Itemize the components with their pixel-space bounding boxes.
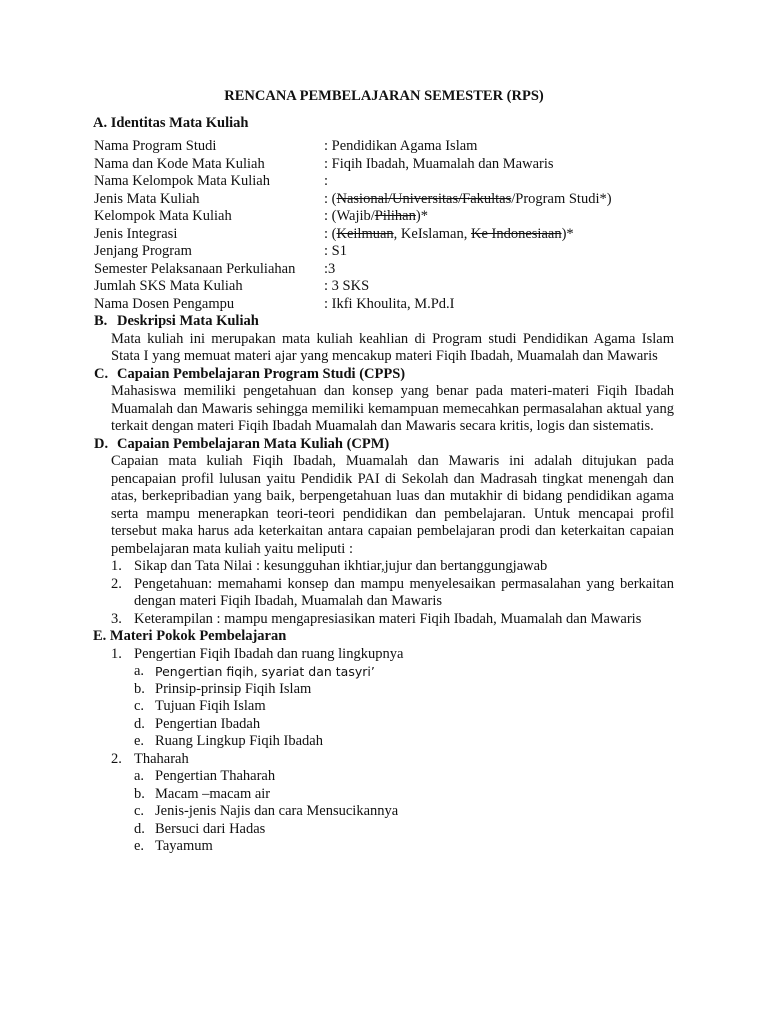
section-b-heading — [94, 313, 674, 331]
list-text: Pengetahuan: memahami konsep dan mampu menyelesaikan permasalahan yang berkaitan dengan materi Fiqih Ibadah, Muamalah dan Mawaris — [134, 575, 674, 609]
section-c-paragraph: Mahasiswa memiliki pengetahuan dan konsep yang benar pada materi-materi Fiqih Ibadah Muamalah dan Mawaris sehingga memiliki kemampuan memecahkan permasalahan aktual yang terkait dengan materi Fiqih Ibadah Muamalah dan Mawaris secara kritis, logis dan sistematis. — [111, 383, 674, 434]
subtopic-letter: d. — [134, 715, 145, 732]
subtopic-letter: a. — [134, 663, 145, 679]
identity-value — [324, 226, 674, 244]
value-prefix: : (Wajib/ — [324, 208, 375, 224]
cpm-list — [94, 558, 674, 628]
identity-value — [324, 191, 674, 209]
list-text: Sikap dan Tata Nilai : kesungguhan ikhtiar,jujur dan bertanggungjawab — [134, 558, 548, 574]
section-e-heading: E. Materi Pokok Pembelajaran — [93, 628, 287, 644]
value-suffix: )* — [415, 208, 428, 224]
value-suffix: /Program Studi*) — [511, 190, 612, 207]
value-prefix: : ( — [324, 190, 337, 207]
identity-value: : S1 — [324, 243, 347, 259]
topic-number: 1. — [111, 645, 122, 662]
subtopic-item — [134, 821, 674, 839]
subtopic-item — [134, 681, 674, 699]
section-letter: C. — [94, 365, 109, 382]
identity-value: : — [324, 173, 329, 189]
subtopic-text: Pengertian fiqih, syariat dan tasyri’ — [155, 664, 375, 679]
identity-value — [324, 208, 674, 226]
identity-row — [94, 138, 674, 156]
subtopic-letter: d. — [134, 820, 145, 837]
subtopic-text: Pengertian Thaharah — [155, 768, 276, 784]
subtopic-text: Macam –macam air — [155, 785, 271, 802]
subtopic-letter: c. — [134, 803, 145, 819]
document-title: RENCANA PEMBELAJARAN SEMESTER (RPS) — [224, 88, 544, 104]
identity-label: Nama Dosen Pengampu — [94, 295, 235, 312]
identity-table — [94, 138, 674, 313]
list-number: 1. — [111, 558, 122, 574]
identity-value: : Pendidikan Agama Islam — [324, 138, 478, 154]
subtopic-text: Ruang Lingkup Fiqih Ibadah — [155, 733, 323, 749]
list-number: 2. — [111, 575, 122, 592]
list-item — [111, 576, 674, 611]
section-title: Capaian Pembelajaran Program Studi (CPPS) — [117, 365, 406, 382]
section-letter: B. — [94, 313, 108, 329]
identity-row — [94, 261, 674, 279]
identity-value: : 3 SKS — [324, 278, 370, 294]
subtopic-item — [134, 803, 674, 821]
subtopic-item — [134, 663, 674, 681]
identity-label: Jenis Mata Kuliah — [94, 190, 200, 207]
subtopic-item — [134, 698, 674, 716]
value-prefix: : ( — [324, 225, 337, 242]
topic-title: Thaharah — [134, 750, 189, 767]
section-a-heading: A. Identitas Mata Kuliah — [93, 114, 249, 131]
subtopic-text: Jenis-jenis Najis dan cara Mensucikannya — [155, 803, 399, 819]
list-item — [111, 558, 674, 576]
list-item — [111, 611, 674, 629]
subtopic-item — [134, 733, 674, 751]
identity-row — [94, 208, 674, 226]
subtopic-text: Pengertian Ibadah — [155, 715, 261, 732]
subtopic-letter: e. — [134, 733, 145, 749]
struck-option: Ke Indonesiaan — [470, 225, 562, 242]
section-title: Capaian Pembelajaran Mata Kuliah (CPM) — [117, 435, 390, 452]
topic-item — [111, 751, 674, 769]
identity-label: Jumlah SKS Mata Kuliah — [94, 278, 243, 294]
identity-row — [94, 226, 674, 244]
identity-row — [94, 278, 674, 296]
subtopic-letter: c. — [134, 698, 145, 714]
identity-row — [94, 156, 674, 174]
section-b-paragraph: Mata kuliah ini merupakan mata kuliah keahlian di Program studi Pendidikan Agama Islam Stata I yang memuat materi ajar yang mencakup materi Fiqih Ibadah, Muamalah dan Mawaris — [111, 330, 674, 364]
identity-label: Nama Kelompok Mata Kuliah — [94, 173, 270, 189]
struck-option: Nasional/Universitas/Fakultas — [336, 190, 512, 207]
identity-row — [94, 191, 674, 209]
identity-label: Semester Pelaksanaan Perkuliahan — [94, 260, 296, 277]
subtopic-text: Prinsip-prinsip Fiqih Islam — [155, 680, 312, 697]
value-mid: , KeIslaman, — [393, 225, 471, 242]
subtopic-item — [134, 716, 674, 734]
subtopic-item — [134, 838, 674, 856]
identity-label: Nama dan Kode Mata Kuliah — [94, 155, 265, 172]
subtopic-text: Tayamum — [155, 838, 213, 854]
subtopic-text: Tujuan Fiqih Islam — [155, 698, 266, 714]
identity-value: :3 — [324, 260, 336, 277]
list-number: 3. — [111, 610, 122, 627]
identity-label: Kelompok Mata Kuliah — [94, 208, 232, 224]
subtopic-text: Bersuci dari Hadas — [155, 820, 266, 837]
document-page — [94, 88, 674, 856]
identity-row — [94, 243, 674, 261]
list-text: Keterampilan : mampu mengapresiasikan materi Fiqih Ibadah, Muamalah dan Mawaris — [134, 610, 642, 627]
struck-option: Keilmuan — [336, 225, 394, 242]
identity-label: Jenjang Program — [94, 243, 192, 259]
identity-value: : Ikfi Khoulita, M.Pd.I — [324, 295, 455, 312]
identity-row — [94, 296, 674, 314]
subtopic-item — [134, 786, 674, 804]
identity-label: Nama Program Studi — [94, 138, 217, 154]
section-title: Deskripsi Mata Kuliah — [117, 313, 259, 329]
struck-option: Pilihan — [374, 208, 416, 224]
subtopic-letter: e. — [134, 838, 145, 854]
identity-value: : Fiqih Ibadah, Muamalah dan Mawaris — [324, 155, 554, 172]
subtopic-letter: a. — [134, 768, 145, 784]
section-d-paragraph: Capaian mata kuliah Fiqih Ibadah, Muamalah dan Mawaris ini adalah ditujukan pada pencapaian profil lulusan yaitu Pendidik PAI di Sekolah dan Madrasah tingkat menengah dan atas, berkepribadian yang baik, berpengetahuan luas dan mutakhir di bidang pendidikan agama serta mampu menerapkan teori-teori pendidikan dan pembelajaran. Untuk mencapai profil tersebut maka harus ada keterkaitan antara capaian pembelajaran prodi dan keterkaitan capaian pembelajaran mata kuliah yaitu meliputi : — [111, 453, 674, 557]
identity-label: Jenis Integrasi — [94, 225, 178, 242]
subtopic-letter: b. — [134, 785, 145, 802]
section-d-heading — [94, 436, 674, 454]
topic-number: 2. — [111, 750, 122, 767]
topic-item — [111, 646, 674, 664]
topic-title: Pengertian Fiqih Ibadah dan ruang lingkupnya — [134, 645, 404, 662]
section-letter: D. — [94, 435, 109, 452]
value-suffix: )* — [561, 225, 574, 242]
materi-list — [94, 646, 674, 856]
subtopic-item — [134, 768, 674, 786]
section-c-heading — [94, 366, 674, 384]
identity-row — [94, 173, 674, 191]
subtopic-letter: b. — [134, 680, 145, 697]
